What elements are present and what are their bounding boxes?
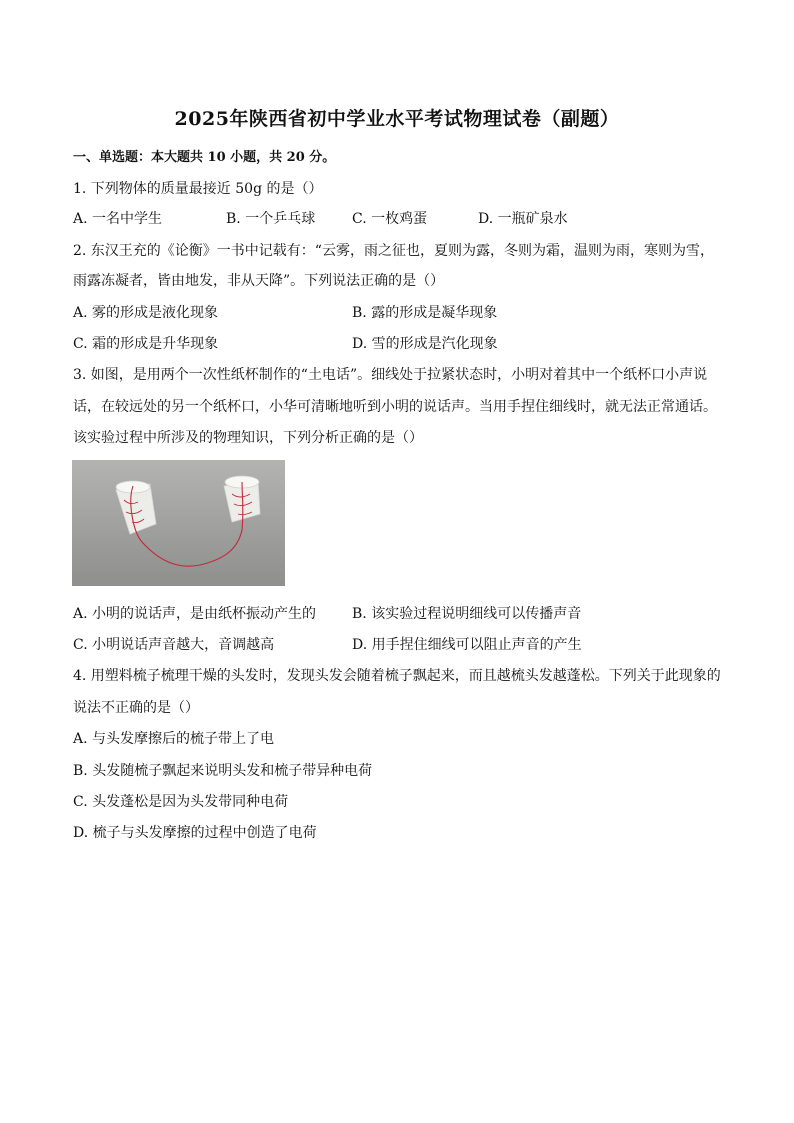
q3-option-c: C. 小明说话声音越大，音调越高 [73, 637, 275, 653]
q4-stem-line2: 说法不正确的是（） [73, 700, 199, 716]
section-heading: 一、单选题：本大题共 10 小题，共 20 分。 [73, 150, 336, 165]
q4-option-a: A. 与头发摩擦后的梳子带上了电 [73, 731, 275, 747]
q3-option-a: A. 小明的说话声，是由纸杯振动产生的 [73, 606, 317, 622]
q1-option-c: C. 一枚鸡蛋 [352, 211, 428, 227]
q1-stem: 1. 下列物体的质量最接近 50g 的是（） [73, 181, 323, 197]
q2-option-d: D. 雪的形成是汽化现象 [352, 336, 498, 352]
q4-stem-line1: 4. 用塑料梳子梳理干燥的头发时，发现头发会随着梳子飘起来，而且越梳头发越蓬松。下列关于此现象的 [73, 668, 721, 684]
q3-stem-line2: 话，在较远处的另一个纸杯口，小华可清晰地听到小明的说话声。当用手捏住细线时，就无法正常通话。 [73, 399, 717, 415]
q4-option-d: D. 梳子与头发摩擦的过程中创造了电荷 [73, 825, 317, 841]
q3-option-b: B. 该实验过程说明细线可以传播声音 [352, 606, 582, 622]
q3-option-d: D. 用手捏住细线可以阻止声音的产生 [352, 637, 582, 653]
q2-stem-line1: 2. 东汉王充的《论衡》一书中记载有：“云雾，雨之征也，夏则为露，冬则为霜，温则为雨，寒则为雪， [73, 243, 714, 259]
q3-stem-line3: 该实验过程中所涉及的物理知识，下列分析正确的是（） [73, 430, 423, 446]
q2-option-a: A. 雾的形成是液化现象 [73, 305, 219, 321]
q1-option-a: A. 一名中学生 [73, 211, 163, 227]
exam-title: 2025年陕西省初中学业水平考试物理试卷（副题） [174, 108, 620, 130]
q2-stem-line2: 雨露冻凝者，皆由地发，非从天降”。下列说法正确的是（） [73, 273, 445, 289]
q4-option-b: B. 头发随梳子飘起来说明头发和梳子带异种电荷 [73, 763, 373, 779]
q2-option-c: C. 霜的形成是升华现象 [73, 336, 219, 352]
q1-option-b: B. 一个乒乓球 [226, 211, 316, 227]
string-telephone-photo [72, 460, 285, 586]
q3-stem-line1: 3. 如图，是用两个一次性纸杯制作的“土电话”。细线处于拉紧状态时，小明对着其中一个纸杯口小声说 [73, 367, 708, 383]
q2-option-b: B. 露的形成是凝华现象 [352, 305, 498, 321]
q1-option-d: D. 一瓶矿泉水 [478, 211, 568, 227]
q4-option-c: C. 头发蓬松是因为头发带同种电荷 [73, 794, 289, 810]
